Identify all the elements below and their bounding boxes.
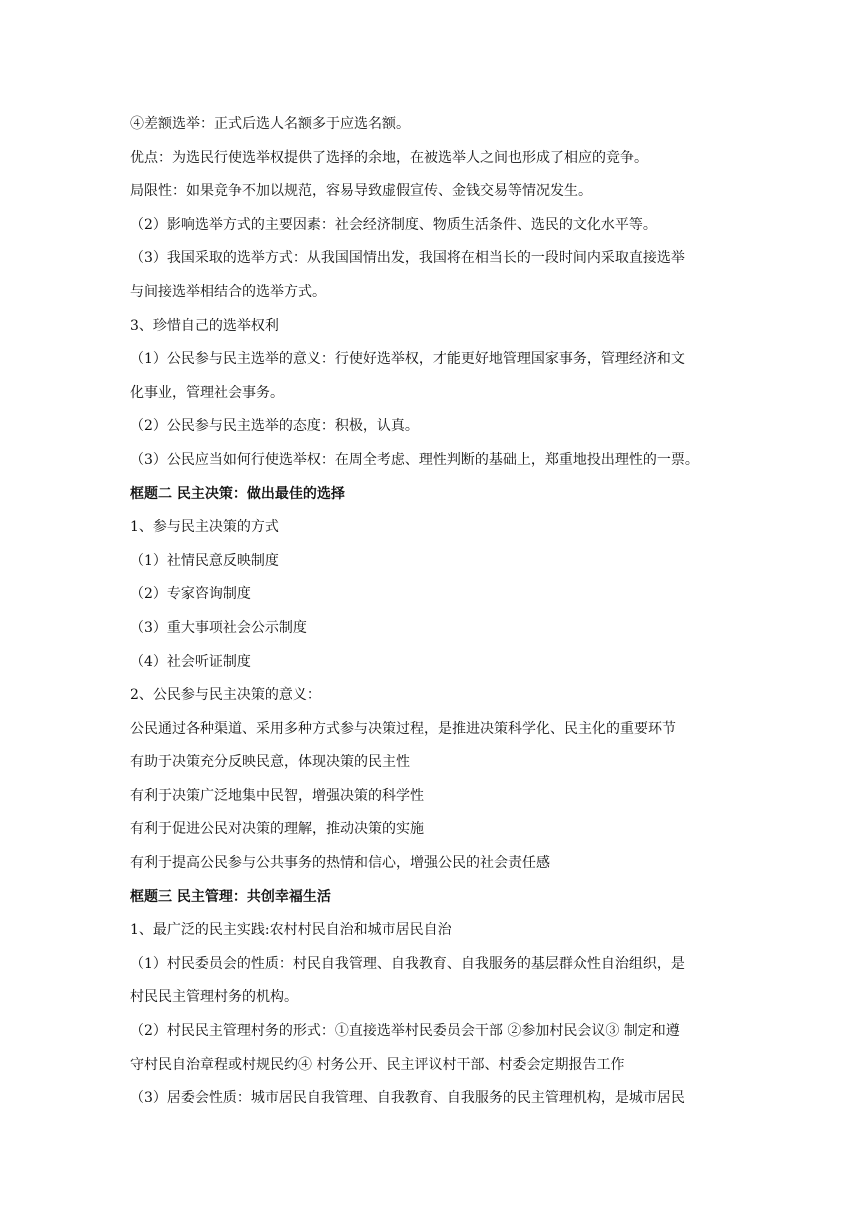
text-line: （3）公民应当如何行使选举权：在周全考虑、理性判断的基础上，郑重地投出理性的一票。 (130, 451, 699, 468)
text-line: ④差额选举：正式后选人名额多于应选名额。 (130, 116, 410, 132)
text-line: （1）村民委员会的性质：村民自我管理、自我教育、自我服务的基层群众性自治组织，是 (130, 955, 685, 972)
document-body (130, 108, 738, 1116)
text-line: 化事业，管理社会事务。 (130, 384, 284, 401)
text-line: 有利于提高公民参与公共事务的热情和信心，增强公民的社会责任感 (130, 855, 550, 872)
text-line: （2）专家咨询制度 (130, 586, 251, 603)
text-line: （2）公民参与民主选举的态度：积极，认真。 (130, 418, 419, 435)
text-line: （3）居委会性质：城市居民自我管理、自我教育、自我服务的民主管理机构，是城市居民 (130, 1090, 685, 1107)
text-line: 有助于决策充分反映民意，体现决策的民主性 (130, 754, 410, 771)
text-line: 村民民主管理村务的机构。 (130, 989, 298, 1006)
text-line: （2）影响选举方式的主要因素：社会经济制度、物质生活条件、选民的文化水平等。 (130, 216, 657, 233)
text-line: 优点：为选民行使选举权提供了选择的余地，在被选举人之间也形成了相应的竞争。 (130, 149, 648, 166)
text-line: 3、珍惜自己的选举权利 (130, 317, 279, 334)
section-heading: 框题三 民主管理：共创幸福生活 (130, 888, 331, 905)
text-line: 公民通过各种渠道、采用多种方式参与决策过程，是推进决策科学化、民主化的重要环节 (130, 720, 676, 737)
text-line: （1）公民参与民主选举的意义：行使好选举权，才能更好地管理国家事务，管理经济和文 (130, 351, 685, 368)
text-line: 局限性：如果竞争不加以规范，容易导致虚假宣传、金钱交易等情况发生。 (130, 183, 592, 200)
text-line: （3）重大事项社会公示制度 (130, 619, 307, 636)
text-line: 1、最广泛的民主实践:农村村民自治和城市居民自治 (130, 922, 452, 939)
text-line: 与间接选举相结合的选举方式。 (130, 283, 326, 300)
text-line: 2、公民参与民主决策的意义： (130, 687, 321, 704)
text-line: （3）我国采取的选举方式：从我国国情出发，我国将在相当长的一段时间内采取直接选举 (130, 250, 685, 267)
text-line: （2）村民民主管理村务的形式：①直接选举村民委员会干部 ②参加村民会议③ 制定和遵 (130, 1023, 680, 1040)
text-line: 1、参与民主决策的方式 (130, 519, 279, 536)
text-line: 有利于决策广泛地集中民智，增强决策的科学性 (130, 787, 424, 804)
text-line: 有利于促进公民对决策的理解，推动决策的实施 (130, 821, 424, 838)
text-line: （1）社情民意反映制度 (130, 552, 279, 569)
text-line: （4）社会听证制度 (130, 653, 251, 670)
section-heading: 框题二 民主决策：做出最佳的选择 (130, 485, 345, 502)
text-line: 守村民自治章程或村规民约④ 村务公开、民主评议村干部、村委会定期报告工作 (130, 1056, 625, 1073)
